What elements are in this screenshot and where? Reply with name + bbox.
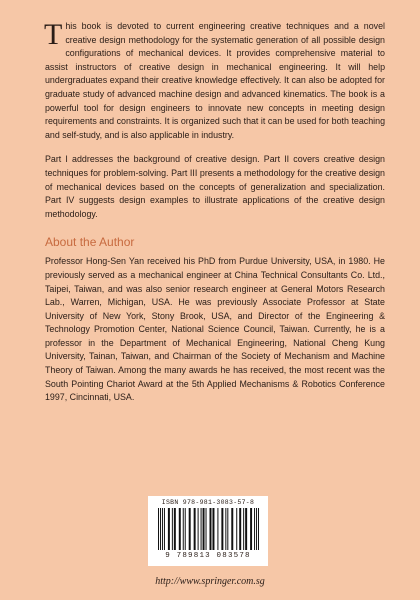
isbn-number: ISBN 978-981-3083-57-8 [161,499,255,506]
barcode-bar [172,508,173,550]
intro-paragraph [45,20,385,142]
barcode-bars [158,508,260,550]
barcode-bar [258,508,259,550]
barcode-bar [201,508,202,550]
barcode-bar [231,508,233,550]
barcode-bar [243,508,244,550]
author-bio: Professor Hong-Sen Yan received his PhD from Purdue University, USA, in 1980. He previously served as a mechanical engineer at China Technical Consultants Co. Ltd., Taipei, Taiwan, and was also senior research engineer at General Motors Research Lab., Warren, Michigan, USA. He was previously Associate Professor at State University of New York, Stony Brook, USA, and Director of the Engineering & Technology Promotion Center, National Science Council, Taiwan. Currently, he is a professor in the Department of Mechanical Engineering, National Cheng Kung University, Tainan, Taiwan, and Chairman of the Society of Mechanism and Machine Theory of Taiwan. Among the many awards he has received, the most recent was the South Pointing Chariot Award at the 5th Applied Mechanisms & Robotics Conference 1997, Cincinnati, USA. [45,256,385,403]
barcode-bar [179,508,181,550]
barcode-bar [203,508,205,550]
barcode-bar [160,508,161,550]
barcode-digits: 9 789813 083578 [165,552,251,560]
barcode-bar [183,508,184,550]
barcode-bar [212,508,214,550]
barcode-bar [194,508,196,550]
about-author-heading: About the Author [45,235,135,250]
barcode-bar [162,508,163,550]
publisher-url[interactable]: http://www.springer.com.sg [155,576,265,587]
barcode-bar [185,508,186,550]
barcode-bar [206,508,207,550]
barcode-bar [256,508,257,550]
barcode-bar [221,508,223,550]
drop-cap: T [44,18,63,51]
barcode-bar [198,508,199,550]
parts-paragraph: Part I addresses the background of creative design. Part II covers creative design techniques for problem-solving. Part III presents a methodology for the creative design of mechanical devices based on the concepts of generalization and specialization. Part IV suggests design examples to illustrate applications of the creative design methodology. [45,154,385,219]
barcode-bar [164,508,165,550]
barcode-bar [236,508,237,550]
barcode-bar [158,508,159,550]
barcode-bar [254,508,255,550]
back-cover-text [45,20,385,416]
barcode-bar [168,508,170,550]
barcode-bar [245,508,247,550]
barcode-bar [227,508,228,550]
isbn-barcode [148,496,268,566]
barcode-bar [225,508,226,550]
barcode-bar [250,508,252,550]
intro-text: his book is devoted to current engineering creative techniques and a novel creative design methodology for the systematic generation of all possible design configurations of mechanical devices. It provides comprehensive material to assist instructors of creative design in mechanical engineering. It will help undergraduates expand their creative knowledge effectively. It can also be adopted for graduate study of advanced machine design and advanced kinematics. The book is a powerful tool for design engineers to innovate new concepts in meeting design requirements and constraints. It is organized such that it can be used for both teaching and self-study, and is also applicable in industry. [45,21,385,140]
barcode-bar [209,508,211,550]
barcode-bar [217,508,218,550]
barcode-bar [189,508,191,550]
barcode-bar [239,508,241,550]
barcode-bar [174,508,176,550]
